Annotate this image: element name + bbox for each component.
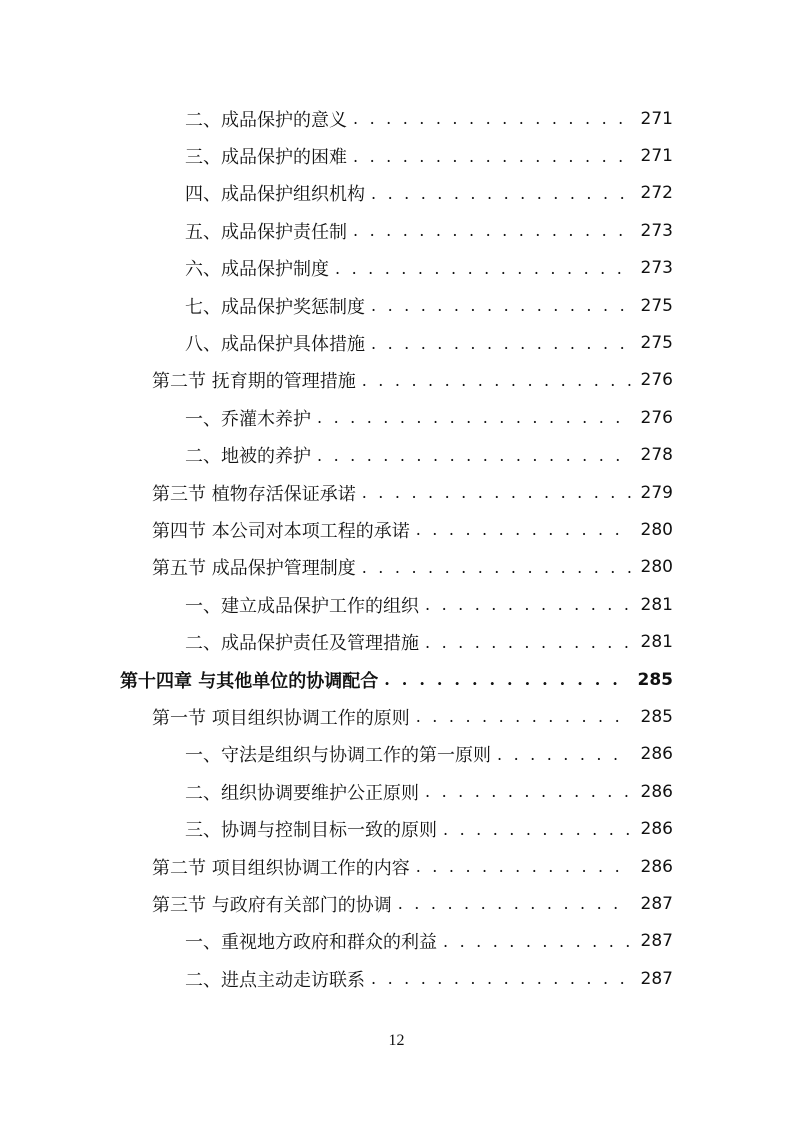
toc-entry-title: 一、乔灌木养护: [185, 408, 311, 430]
toc-entry-page: 276: [640, 407, 673, 428]
dot-leader: [317, 446, 631, 465]
toc-entry-page: 273: [640, 258, 673, 279]
toc-section-title: 第四节 本公司对本项工程的承诺: [152, 520, 410, 542]
toc-entry: [0, 324, 793, 361]
toc-entry: [0, 960, 793, 997]
toc-section: [0, 549, 793, 586]
toc-section-page: 285: [640, 706, 673, 727]
toc-section-page: 276: [640, 370, 673, 391]
toc-entry-page: 271: [640, 146, 673, 167]
dot-leader: [371, 296, 631, 315]
toc-entry-title: 二、成品保护责任及管理措施: [185, 633, 419, 655]
toc-entry-title: 四、成品保护组织机构: [185, 184, 365, 206]
toc-section-page: 280: [640, 519, 673, 540]
toc-entry-page: 275: [640, 295, 673, 316]
page-number: 12: [388, 1032, 405, 1049]
toc-entry: [0, 137, 793, 174]
toc-entry-title: 二、地被的养护: [185, 446, 311, 468]
dot-leader: [425, 782, 631, 801]
toc-entry-title: 二、进点主动走访联系: [185, 969, 365, 991]
toc-section: [0, 474, 793, 511]
dot-leader: [371, 334, 631, 353]
toc-section-page: 287: [640, 893, 673, 914]
toc-entry-page: 275: [640, 333, 673, 354]
toc-entry-page: 278: [640, 445, 673, 466]
table-of-contents: [0, 100, 793, 997]
dot-leader: [398, 894, 631, 913]
toc-section-title: 第三节 植物存活保证承诺: [152, 483, 356, 505]
toc-entry-title: 一、重视地方政府和群众的利益: [185, 932, 437, 954]
dot-leader: [371, 184, 631, 203]
toc-entry: [0, 175, 793, 212]
toc-entry: [0, 437, 793, 474]
toc-section-page: 286: [640, 856, 673, 877]
toc-entry-page: 287: [640, 931, 673, 952]
toc-entry-title: 六、成品保护制度: [185, 259, 329, 281]
toc-entry: [0, 287, 793, 324]
dot-leader: [371, 969, 631, 988]
toc-entry: [0, 623, 793, 660]
dot-leader: [497, 745, 631, 764]
dot-leader: [416, 707, 631, 726]
toc-section-title: 第三节 与政府有关部门的协调: [152, 894, 392, 916]
dot-leader: [416, 520, 631, 539]
dot-leader: [353, 221, 631, 240]
dot-leader: [362, 371, 631, 390]
toc-section-title: 第二节 项目组织协调工作的内容: [152, 857, 410, 879]
toc-section: [0, 511, 793, 548]
dot-leader: [425, 633, 631, 652]
toc-chapter-title: 第十四章 与其他单位的协调配合: [120, 670, 379, 692]
toc-section: [0, 885, 793, 922]
toc-entry-page: 286: [640, 819, 673, 840]
dot-leader: [443, 932, 631, 951]
toc-entry-title: 三、协调与控制目标一致的原则: [185, 820, 437, 842]
toc-entry: [0, 923, 793, 960]
toc-entry-title: 一、守法是组织与协调工作的第一原则: [185, 745, 491, 767]
dot-leader: [362, 483, 631, 502]
toc-entry-page: 287: [640, 968, 673, 989]
toc-entry: [0, 810, 793, 847]
dot-leader: [362, 558, 631, 577]
toc-entry-page: 281: [640, 632, 673, 653]
dot-leader: [317, 408, 631, 427]
dot-leader: [353, 109, 631, 128]
toc-entry-page: 281: [640, 594, 673, 615]
toc-section-title: 第二节 抚育期的管理措施: [152, 371, 356, 393]
toc-entry-title: 五、成品保护责任制: [185, 221, 347, 243]
toc-entry-page: 272: [640, 183, 673, 204]
toc-entry-page: 271: [640, 108, 673, 129]
dot-leader: [425, 595, 631, 614]
toc-entry-title: 八、成品保护具体措施: [185, 334, 365, 356]
toc-entry: [0, 250, 793, 287]
toc-entry: [0, 212, 793, 249]
toc-entry-title: 三、成品保护的困难: [185, 147, 347, 169]
toc-entry: [0, 100, 793, 137]
toc-section-page: 279: [640, 482, 673, 503]
dot-leader: [416, 857, 631, 876]
toc-entry: [0, 586, 793, 623]
toc-section: [0, 698, 793, 735]
toc-chapter-page: 285: [637, 669, 673, 690]
dot-leader: [335, 259, 631, 278]
toc-entry-title: 七、成品保护奖惩制度: [185, 296, 365, 318]
dot-leader: [384, 670, 631, 689]
dot-leader: [353, 147, 631, 166]
toc-section-page: 280: [640, 557, 673, 578]
toc-entry: [0, 736, 793, 773]
dot-leader: [443, 820, 631, 839]
toc-section-title: 第一节 项目组织协调工作的原则: [152, 707, 410, 729]
toc-chapter: [0, 661, 793, 698]
toc-section: [0, 848, 793, 885]
toc-entry-title: 二、组织协调要维护公正原则: [185, 782, 419, 804]
toc-entry-page: 273: [640, 220, 673, 241]
toc-entry: [0, 399, 793, 436]
toc-entry-title: 二、成品保护的意义: [185, 109, 347, 131]
toc-entry-page: 286: [640, 744, 673, 765]
toc-entry-page: 286: [640, 781, 673, 802]
toc-entry: [0, 773, 793, 810]
toc-section-title: 第五节 成品保护管理制度: [152, 558, 356, 580]
toc-entry-title: 一、建立成品保护工作的组织: [185, 595, 419, 617]
toc-section: [0, 362, 793, 399]
